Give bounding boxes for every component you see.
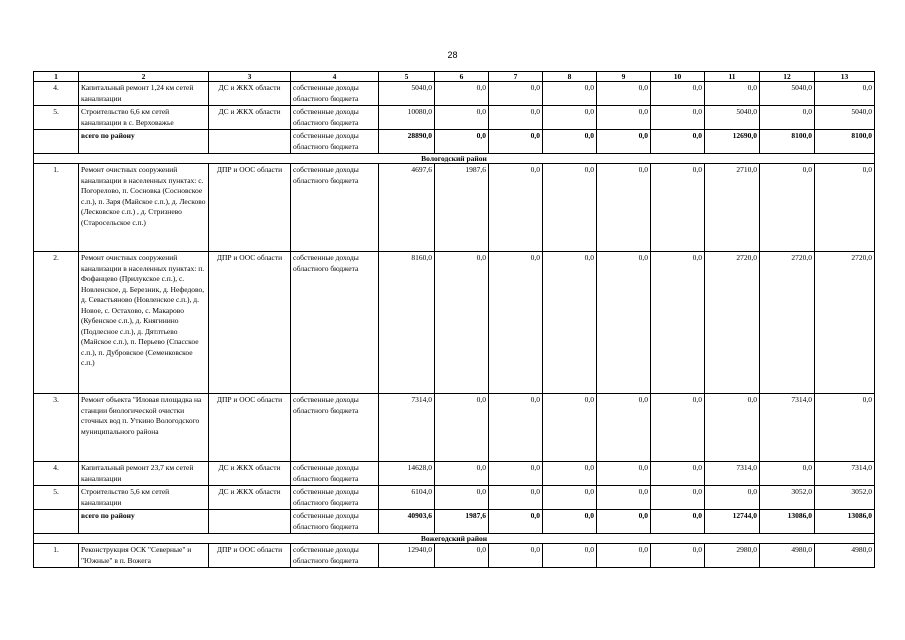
column-header: 1 (34, 72, 79, 82)
amount-cell: 0,0 (651, 164, 705, 252)
executor: ДС и ЖКХ области (209, 462, 291, 486)
budget-table (33, 71, 875, 568)
amount-cell: 0,0 (815, 164, 875, 252)
amount-cell: 0,0 (543, 82, 597, 106)
amount-cell: 0,0 (760, 462, 815, 486)
funding-source: собственные доходы областного бюджета (291, 106, 379, 130)
amount-cell: 0,0 (435, 252, 489, 394)
page-number: 28 (447, 50, 458, 60)
total-amount: 1987,6 (435, 510, 489, 534)
amount-cell: 0,0 (543, 252, 597, 394)
amount-cell: 0,0 (651, 544, 705, 568)
column-header: 8 (543, 72, 597, 82)
amount-cell: 0,0 (543, 486, 597, 510)
total-amount: 0,0 (543, 510, 597, 534)
executor: ДС и ЖКХ области (209, 82, 291, 106)
empty-cell (209, 130, 291, 154)
amount-cell: 0,0 (489, 164, 543, 252)
amount-cell: 0,0 (651, 252, 705, 394)
total-label: всего по району (79, 510, 209, 534)
row-number: 5. (34, 106, 79, 130)
table-row (34, 394, 875, 462)
funding-source: собственные доходы областного бюджета (291, 82, 379, 106)
region-row (34, 534, 875, 544)
funding-source: собственные доходы областного бюджета (291, 544, 379, 568)
row-number: 1. (34, 164, 79, 252)
amount-cell: 0,0 (489, 252, 543, 394)
column-header: 9 (597, 72, 651, 82)
table-row (34, 82, 875, 106)
empty-cell (209, 510, 291, 534)
amount-cell: 0,0 (543, 164, 597, 252)
measure-name: Капитальный ремонт 1,24 км сетей канализации (79, 82, 209, 106)
column-header: 12 (760, 72, 815, 82)
total-row (34, 510, 875, 534)
row-number: 3. (34, 394, 79, 462)
amount-cell: 0,0 (760, 106, 815, 130)
measure-name: Капитальный ремонт 23,7 км сетей канализации (79, 462, 209, 486)
amount-cell: 2980,0 (705, 544, 760, 568)
amount-cell: 0,0 (435, 462, 489, 486)
total-amount: 0,0 (597, 510, 651, 534)
amount-cell: 0,0 (435, 106, 489, 130)
total-amount: 8100,0 (760, 130, 815, 154)
amount-cell: 7314,0 (760, 394, 815, 462)
row-number: 1. (34, 544, 79, 568)
amount-cell: 0,0 (489, 544, 543, 568)
amount-cell: 0,0 (651, 486, 705, 510)
column-header: 4 (291, 72, 379, 82)
amount-cell: 12940,0 (379, 544, 435, 568)
row-number: 5. (34, 486, 79, 510)
funding-source: собственные доходы областного бюджета (291, 252, 379, 394)
amount-cell: 1987,6 (435, 164, 489, 252)
amount-cell: 0,0 (597, 544, 651, 568)
amount-cell: 8160,0 (379, 252, 435, 394)
total-amount: 12744,0 (705, 510, 760, 534)
amount-cell: 0,0 (815, 82, 875, 106)
column-header: 7 (489, 72, 543, 82)
amount-cell: 0,0 (597, 462, 651, 486)
amount-cell: 0,0 (705, 486, 760, 510)
amount-cell: 0,0 (705, 394, 760, 462)
amount-cell: 2710,0 (705, 164, 760, 252)
amount-cell: 2720,0 (705, 252, 760, 394)
executor: ДС и ЖКХ области (209, 486, 291, 510)
amount-cell: 2720,0 (815, 252, 875, 394)
amount-cell: 0,0 (543, 544, 597, 568)
total-amount: 0,0 (597, 130, 651, 154)
row-number: 2. (34, 252, 79, 394)
total-amount: 40903,6 (379, 510, 435, 534)
total-amount: 0,0 (651, 130, 705, 154)
amount-cell: 5040,0 (760, 82, 815, 106)
total-amount: 13086,0 (760, 510, 815, 534)
amount-cell: 10080,0 (379, 106, 435, 130)
amount-cell: 0,0 (489, 394, 543, 462)
measure-name: Строительство 6,6 км сетей канализации в с. Верховажье (79, 106, 209, 130)
amount-cell: 0,0 (597, 394, 651, 462)
amount-cell: 7314,0 (705, 462, 760, 486)
amount-cell: 5040,0 (379, 82, 435, 106)
column-header: 13 (815, 72, 875, 82)
amount-cell: 0,0 (705, 82, 760, 106)
executor: ДПР и ООС области (209, 252, 291, 394)
amount-cell: 0,0 (651, 394, 705, 462)
region-title: Вологодский район (34, 154, 875, 164)
total-amount: 0,0 (543, 130, 597, 154)
measure-name: Ремонт очистных сооружений канализации в населенных пунктах: п. Фофанцево (Прилукское с.п.), с. Новленское, д. Березник, д. Нефедово, д. Севастьяново (Новленское с.п.), д. Новое, с. Остахово, с. Макарово (Кубенское с.п.), д. Княгинино (Подлесное с.п.), д. Дятлтьево (Майское с.п.), п. Перьево (Спасское с.п.), п. Дубровское (Семенковское с.п.) (79, 252, 209, 394)
executor: ДПР и ООС области (209, 164, 291, 252)
column-header: 11 (705, 72, 760, 82)
amount-cell: 0,0 (543, 394, 597, 462)
table-row (34, 486, 875, 510)
table-row (34, 544, 875, 568)
measure-name: Реконструкция ОСК "Северные" и "Южные" в п. Вожега (79, 544, 209, 568)
table-row (34, 164, 875, 252)
total-amount: 12690,0 (705, 130, 760, 154)
funding-source: собственные доходы областного бюджета (291, 462, 379, 486)
column-header: 6 (435, 72, 489, 82)
amount-cell: 4980,0 (815, 544, 875, 568)
empty-cell (34, 130, 79, 154)
amount-cell: 0,0 (651, 106, 705, 130)
amount-cell: 0,0 (435, 82, 489, 106)
amount-cell: 0,0 (489, 106, 543, 130)
region-row (34, 154, 875, 164)
amount-cell: 0,0 (597, 164, 651, 252)
amount-cell: 0,0 (651, 462, 705, 486)
amount-cell: 4980,0 (760, 544, 815, 568)
amount-cell: 4697,6 (379, 164, 435, 252)
amount-cell: 3052,0 (815, 486, 875, 510)
amount-cell: 5040,0 (705, 106, 760, 130)
table-body (34, 72, 875, 568)
amount-cell: 0,0 (489, 486, 543, 510)
amount-cell: 0,0 (543, 462, 597, 486)
empty-cell (34, 510, 79, 534)
executor: ДПР и ООС области (209, 544, 291, 568)
amount-cell: 14628,0 (379, 462, 435, 486)
funding-source: собственные доходы областного бюджета (291, 486, 379, 510)
total-label: всего по району (79, 130, 209, 154)
amount-cell: 0,0 (489, 82, 543, 106)
amount-cell: 7314,0 (379, 394, 435, 462)
amount-cell: 0,0 (651, 82, 705, 106)
amount-cell: 0,0 (815, 394, 875, 462)
total-amount: 0,0 (651, 510, 705, 534)
column-header: 2 (79, 72, 209, 82)
total-row (34, 130, 875, 154)
column-header: 10 (651, 72, 705, 82)
amount-cell: 0,0 (597, 82, 651, 106)
amount-cell: 0,0 (597, 252, 651, 394)
amount-cell: 0,0 (435, 394, 489, 462)
header-row (34, 72, 875, 82)
amount-cell: 0,0 (597, 106, 651, 130)
region-title: Вожегодский район (34, 534, 875, 544)
amount-cell: 0,0 (597, 486, 651, 510)
column-header: 3 (209, 72, 291, 82)
table-row (34, 252, 875, 394)
amount-cell: 6104,0 (379, 486, 435, 510)
total-amount: 0,0 (489, 510, 543, 534)
total-amount: 0,0 (489, 130, 543, 154)
row-number: 4. (34, 462, 79, 486)
total-amount: 0,0 (435, 130, 489, 154)
amount-cell: 0,0 (435, 544, 489, 568)
total-amount: 13086,0 (815, 510, 875, 534)
table-row (34, 106, 875, 130)
amount-cell: 2720,0 (760, 252, 815, 394)
executor: ДПР и ООС области (209, 394, 291, 462)
amount-cell: 0,0 (435, 486, 489, 510)
amount-cell: 0,0 (489, 462, 543, 486)
funding-source: собственные доходы областного бюджета (291, 394, 379, 462)
measure-name: Строительство 5,6 км сетей канализации (79, 486, 209, 510)
total-amount: 28890,0 (379, 130, 435, 154)
amount-cell: 5040,0 (815, 106, 875, 130)
row-number: 4. (34, 82, 79, 106)
executor: ДС и ЖКХ области (209, 106, 291, 130)
funding-source: собственные доходы областного бюджета (291, 510, 379, 534)
funding-source: собственные доходы областного бюджета (291, 164, 379, 252)
column-header: 5 (379, 72, 435, 82)
amount-cell: 7314,0 (815, 462, 875, 486)
measure-name: Ремонт объекта "Иловая площадка на станции биологической очистки сточных вод п. Уткино Вологодского муниципального района (79, 394, 209, 462)
measure-name: Ремонт очистных сооружений канализации в населенных пунктах: с. Погорелово, п. Сосновка (Сосновское с.п.), п. Заря (Майское с.п.), д. Лесково (Лесковское с.п.) , д. Стризнево (Старосельское с.п.) (79, 164, 209, 252)
amount-cell: 0,0 (760, 164, 815, 252)
table-row (34, 462, 875, 486)
funding-source: собственные доходы областного бюджета (291, 130, 379, 154)
amount-cell: 0,0 (543, 106, 597, 130)
total-amount: 8100,0 (815, 130, 875, 154)
amount-cell: 3052,0 (760, 486, 815, 510)
